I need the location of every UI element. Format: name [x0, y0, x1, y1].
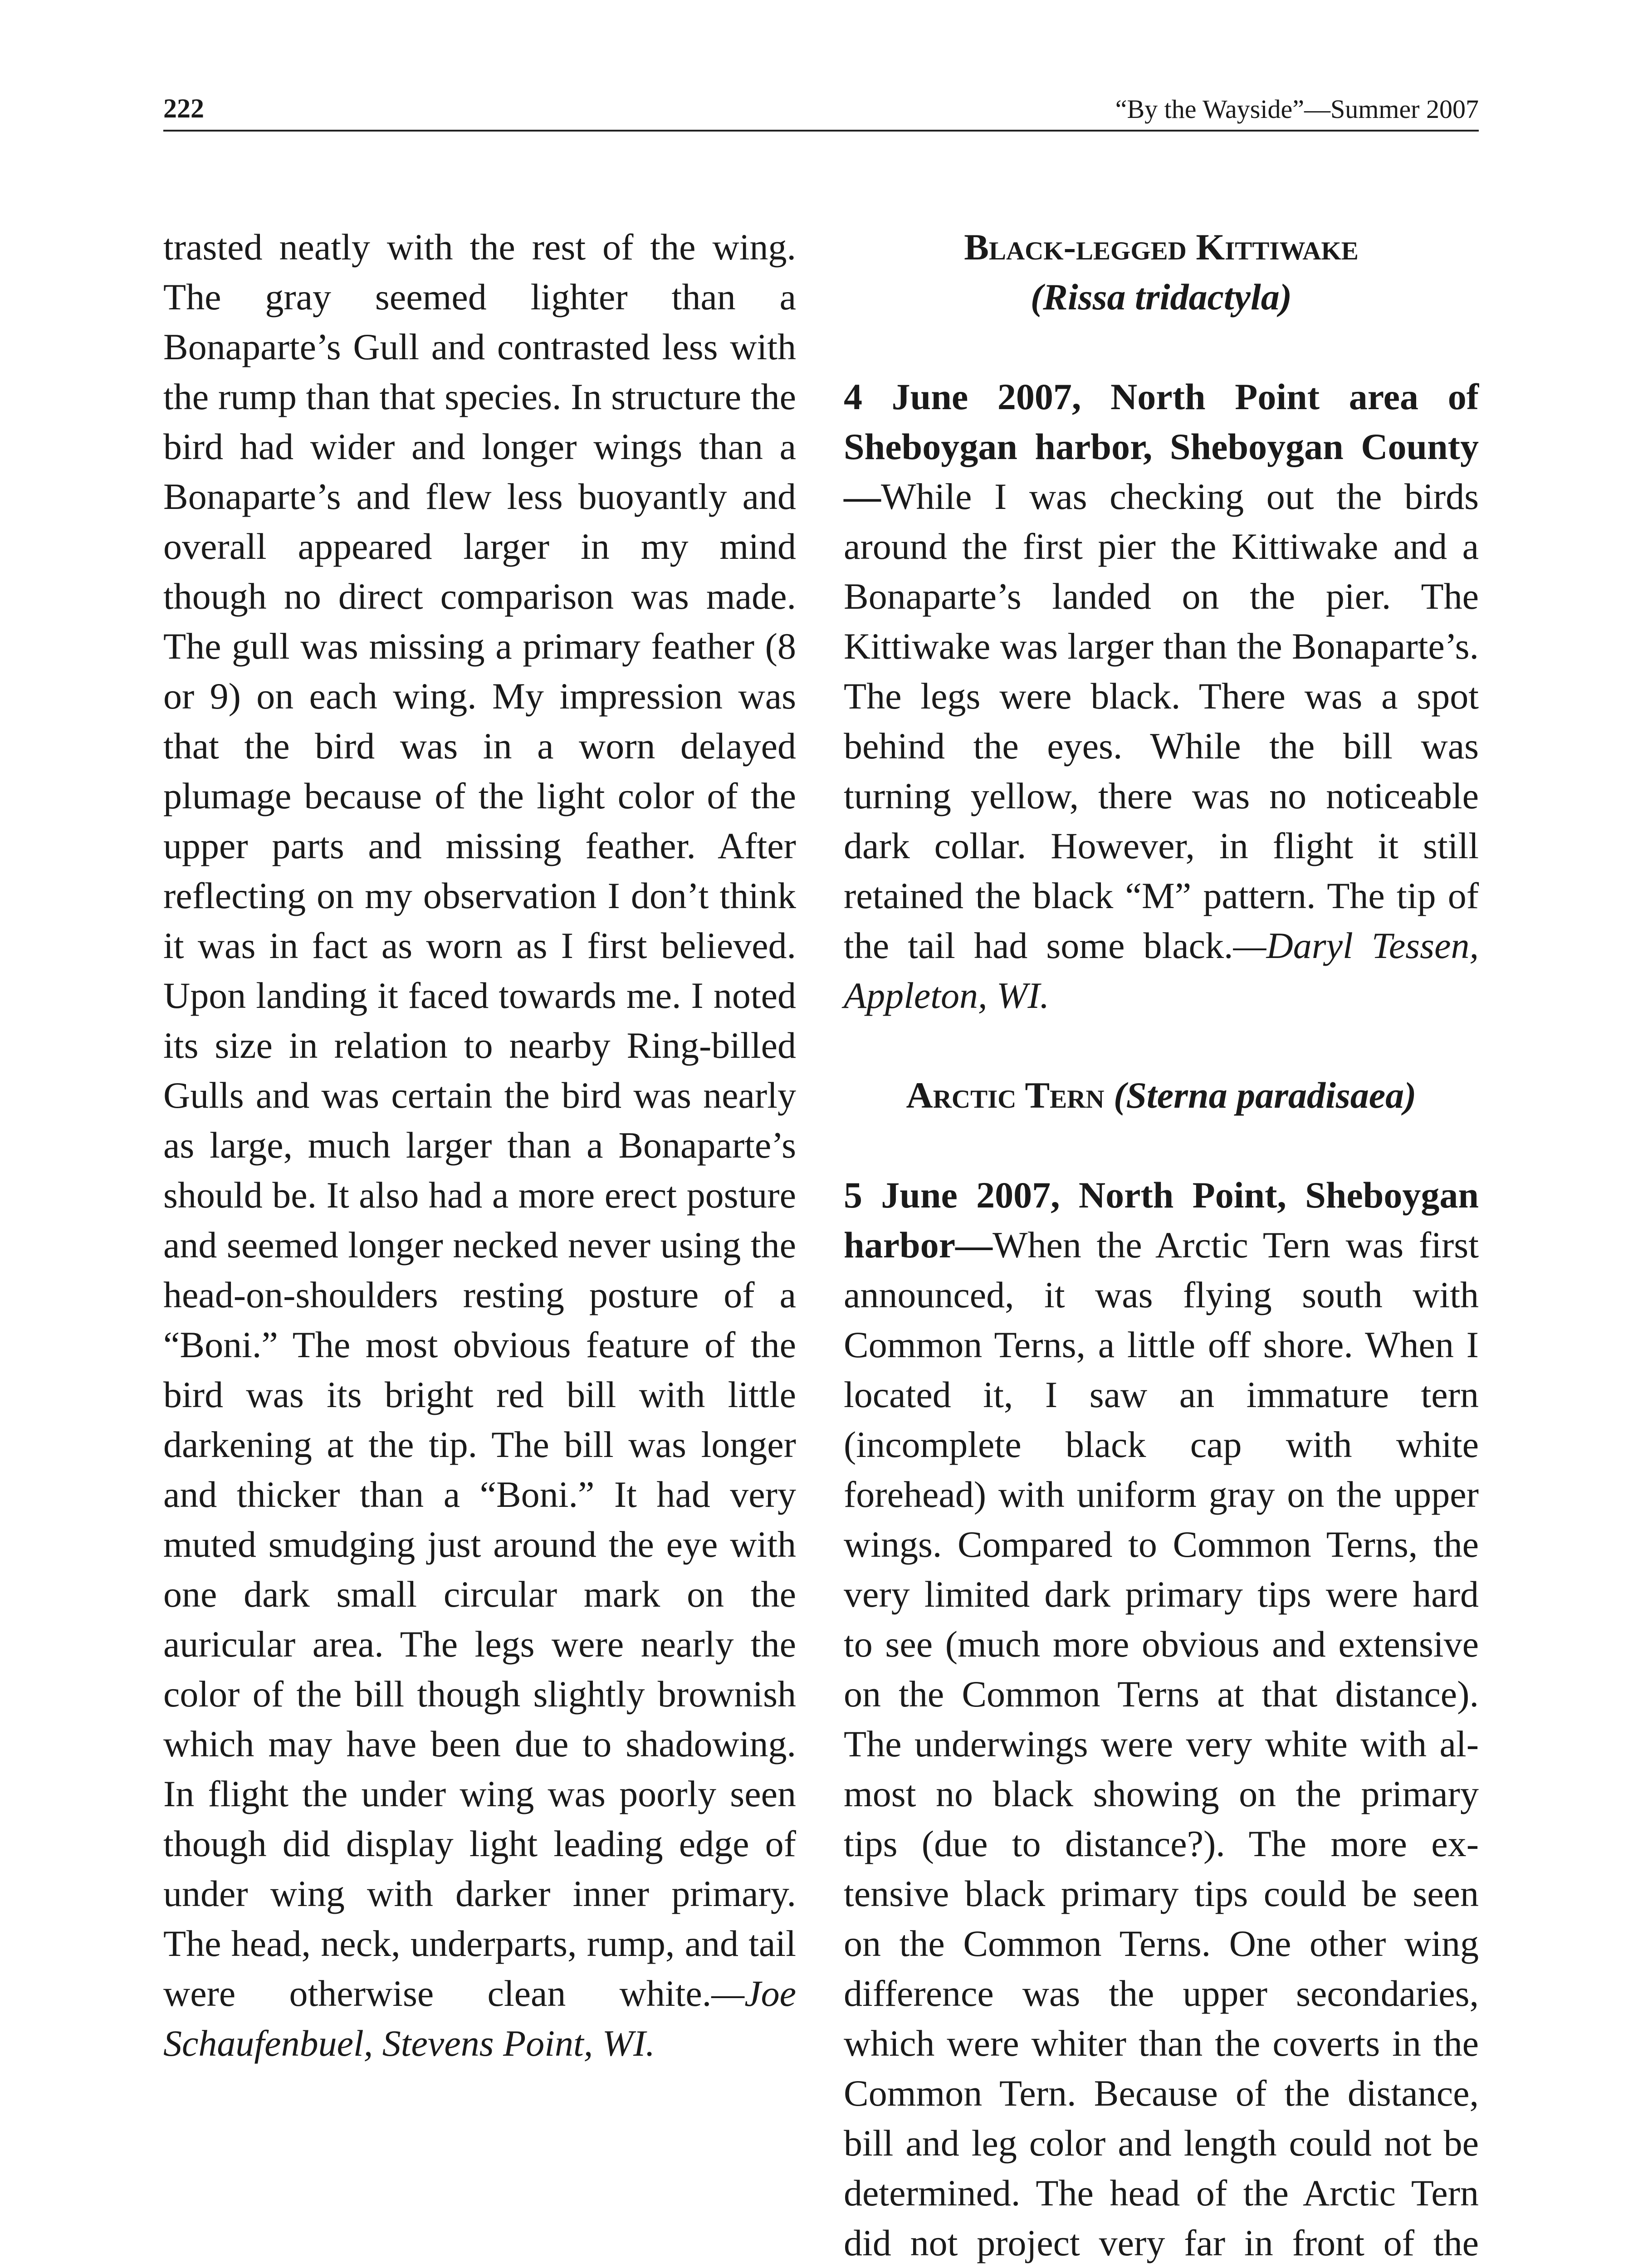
- tern-common-name: Arctic Tern: [906, 1075, 1105, 1116]
- gull-account-text: trasted neatly with the rest of the wing. The gray seemed lighter than a Bonaparte’s Gull and contrasted less with the rump than that species. In structure the bird had wider and longer wings than a Bonaparte’s and flew less buoyantly and overall appeared larger in my mind though no direct comparison was made. The gull was missing a primary feather (8 or 9) on each wing. My impression was that the bird was in a worn delayed plumage because of the light color of the upper parts and missing feather. After reflecting on my observation I don’t think it was in fact as worn as I first believed. Upon landing it faced towards me. I noted its size in relation to nearby Ring-billed Gulls and was certain the bird was nearly as large, much larger than a Bonaparte’s should be. It also had a more erect posture and seemed longer necked never using the head-on-shoulders resting posture of a “Boni.” The most obvious feature of the bird was its bright red bill with little darkening at the tip. The bill was longer and thicker than a “Boni.” It had very muted smudging just around the eye with one dark small circular mark on the auricular area. The legs were nearly the color of the bill though slightly brownish which may have been due to shadowing. In flight the under wing was poorly seen though did display light leading edge of under wing with darker inner primary. The head, neck, underparts, rump, and tail were otherwise clean white.: [163, 226, 796, 2014]
- page-number: 222: [163, 93, 204, 123]
- tern-date-location: 5 June 2007, North Point, Sheboygan harbor—: [844, 1174, 1479, 1266]
- kittiwake-common-name: Black-legged Kittiwake: [964, 226, 1359, 268]
- kittiwake-author: —Daryl Tessen, Appleton, WI.: [844, 925, 1479, 1016]
- running-head: “By the Wayside”—Summer 2007: [1115, 94, 1479, 124]
- gull-account-author: —Joe Schaufenbuel, Stevens Point, WI.: [163, 1973, 796, 2064]
- tern-paragraph: [844, 1170, 1479, 2268]
- kittiwake-heading: [844, 222, 1479, 272]
- kittiwake-date-location: 4 June 2007, North Point area of Sheboygan harbor, Sheboygan County—: [844, 376, 1479, 517]
- spacer: [844, 322, 1479, 372]
- kittiwake-scientific-name: (Rissa tridactyla): [1030, 276, 1292, 318]
- left-column: [163, 222, 796, 2068]
- kittiwake-text: While I was checking out the birds around the first pier the Kittiwake and a Bonaparte’s landed on the pier. The Kittiwake was larger than the Bonaparte’s. The legs were black. There was a spot behind the eyes. While the bill was turning yellow, there was no noticeable dark collar. However, in flight it still retained the black “M” pattern. The tip of the tail had some black.: [844, 476, 1479, 966]
- tern-text: When the Arctic Tern was first announced, it was flying south with Common Terns, a little off shore. When I located it, I saw an immature tern (incomplete black cap with white forehead) with uniform gray on the upper wings. Compared to Common Terns, the very limited dark primary tips were hard to see (much more obvious and extensive on the Common Terns at that distance). The underwings were very white with almost no black showing on the primary tips (due to distance?). The more extensive black primary tips could be seen on the Common Terns. One other wing difference was the upper secondaries, which were whiter than the coverts in the Common Tern. Because of the distance, bill and leg color and length could not be determined. The head of the Arctic Tern did not project very far in front of the: [844, 1224, 1479, 2263]
- spacer: [844, 1021, 1479, 1070]
- tern-heading: [844, 1070, 1479, 1120]
- gull-account-paragraph: [163, 222, 796, 2068]
- spacer: [844, 1120, 1479, 1170]
- kittiwake-paragraph: [844, 372, 1479, 1021]
- right-column: [844, 222, 1479, 2268]
- tern-scientific-name: (Sterna paradisaea): [1114, 1075, 1417, 1116]
- page-header: [163, 86, 1479, 132]
- kittiwake-scientific-heading: [844, 272, 1479, 322]
